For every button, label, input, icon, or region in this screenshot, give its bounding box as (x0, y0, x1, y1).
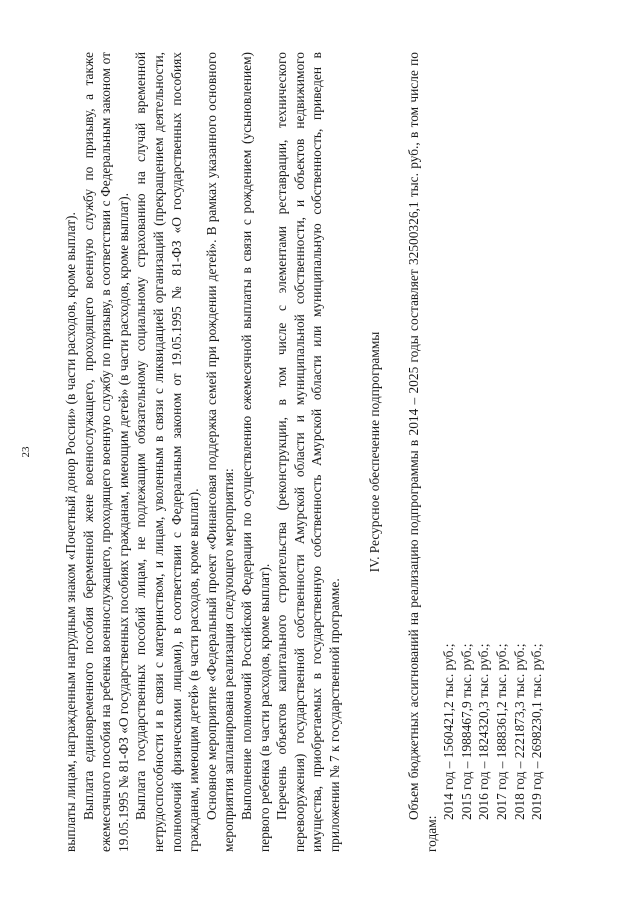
paragraph: Перечень объектов капитального строительства (реконструкции, в том числе с элементами реставрации, технического перевооружения) государственной собственности Амурской области и муниципальной собственности, и объектов недвижимого имущества, приобретаемых в государственную собственность Амурской области или муниципальную собственность, приведен в приложении № 7 к государственной программе. (274, 52, 342, 852)
paragraph: Основное мероприятие «Федеральный проект «Финансовая поддержка семей при рождении детей». В рамках указанного основного мероприятия запланирована реализация следующего мероприятия: (203, 52, 237, 852)
funding-years-list (440, 52, 546, 852)
funding-year-item: 2018 год – 2221873,3 тыс. руб.; (511, 643, 527, 820)
funding-year-item: 2016 год – 1824320,3 тыс. руб.; (476, 643, 492, 820)
funding-year-item: 2014 год – 1560421,2 тыс. руб.; (441, 643, 457, 820)
paragraph: выплаты лицам, награжденным нагрудным знаком «Почетный донор России» (в части расходов, кроме выплат). (63, 212, 78, 852)
funding-year-item: 2017 год – 1888361,2 тыс. руб.; (494, 643, 510, 820)
funding-year-item: 2015 год – 1988467,9 тыс. руб.; (458, 643, 474, 820)
page-content (62, 52, 546, 852)
page-number: 23 (20, 446, 32, 458)
funding-intro: Объем бюджетных ассигнований на реализацию подпрограммы в 2014 – 2025 годы составляет 32500326,1 тыс. руб., в том числе по годам: (406, 52, 439, 852)
paragraph: Выполнение полномочий Российской Федерации по осуществлению ежемесячной выплаты в связи с рождением (усыновлением) первого ребенка (в части расходов, кроме выплат). (238, 52, 272, 852)
section-heading: IV. Ресурсное обеспечение подпрограммы (366, 331, 382, 573)
paragraph: Выплата государственных пособий лицам, не подлежащим обязательному социальному страхованию на случай временной нетрудоспособности и в связи с материнством, и лицам, уволенным в связи с ликвидацией организаций (прекращением деятельности, полномочий физическими лицами), в соответствии с Федеральным законом от 19.05.1995 № 81-ФЗ «О государственных пособиях гражданам, имеющим детей» (в части расходов, кроме выплат). (133, 52, 202, 852)
funding-year-item: 2019 год – 2698230,1 тыс. руб.; (529, 643, 545, 820)
paragraph: Выплата единовременного пособия беременной жене военнослужащего, проходящего военную службу по призыву, а также ежемесячного пособия на ребенка военнослужащего, проходящего военную службу по призыву, в соответствии с Федеральным законом от 19.05.1995 № 81-ФЗ «О государственных пособиях гражданам, имеющим детей» (в части расходов, кроме выплат). (80, 52, 131, 852)
document-page (10, 22, 630, 882)
